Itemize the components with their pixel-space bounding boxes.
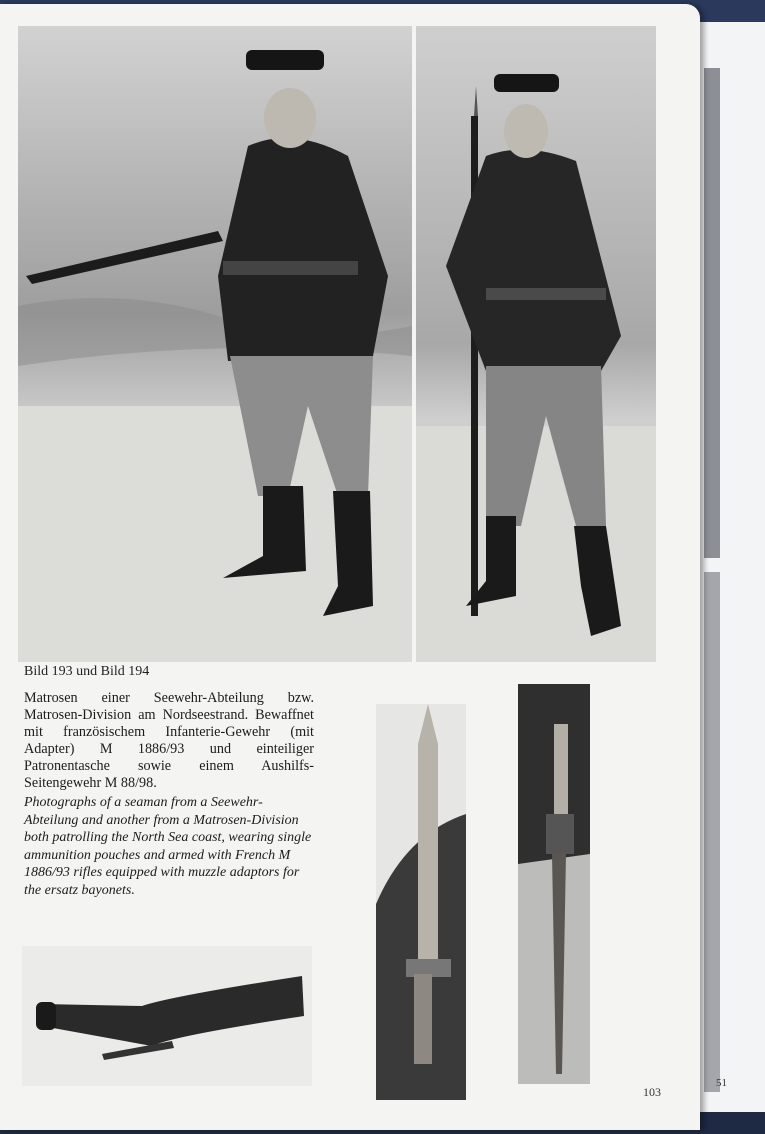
sailor-with-bayonet-photo xyxy=(416,26,656,662)
caption-german: Matrosen einer Seewehr-Abteilung bzw. Matrosen-Division am Nordseestrand. Bewaffnet mit französischem Infanterie-Gewehr (mit Adapter) M 1886/93 und einteiliger Patronentasche sowie einem Aushilfs-Seitengewehr M 88/98. xyxy=(24,690,314,791)
caption-english: Photographs of a seaman from a Seewehr-Abteilung and another from a Matrosen-Division both patrolling the North Sea coast, wearing single ammunition pouches and armed with French M 1886/93 rifles equipped with muzzle adaptors for the ersatz bayonets. xyxy=(24,795,312,898)
rifle-muzzle-adapter-photo xyxy=(22,946,312,1086)
adjacent-photo-edge xyxy=(704,68,720,558)
page-number: 103 xyxy=(643,1085,661,1099)
bayonet-closeup-photo xyxy=(376,704,466,1100)
sailor-with-rifle-photo xyxy=(18,26,412,662)
adjacent-page xyxy=(690,22,765,1112)
adjacent-page-number: 51 xyxy=(716,1077,727,1089)
figure-label: Bild 193 und Bild 194 xyxy=(24,664,150,679)
adjacent-photo-edge xyxy=(704,572,720,1092)
bayonet-scabbard-photo xyxy=(518,684,590,1084)
book-page xyxy=(0,4,700,1130)
